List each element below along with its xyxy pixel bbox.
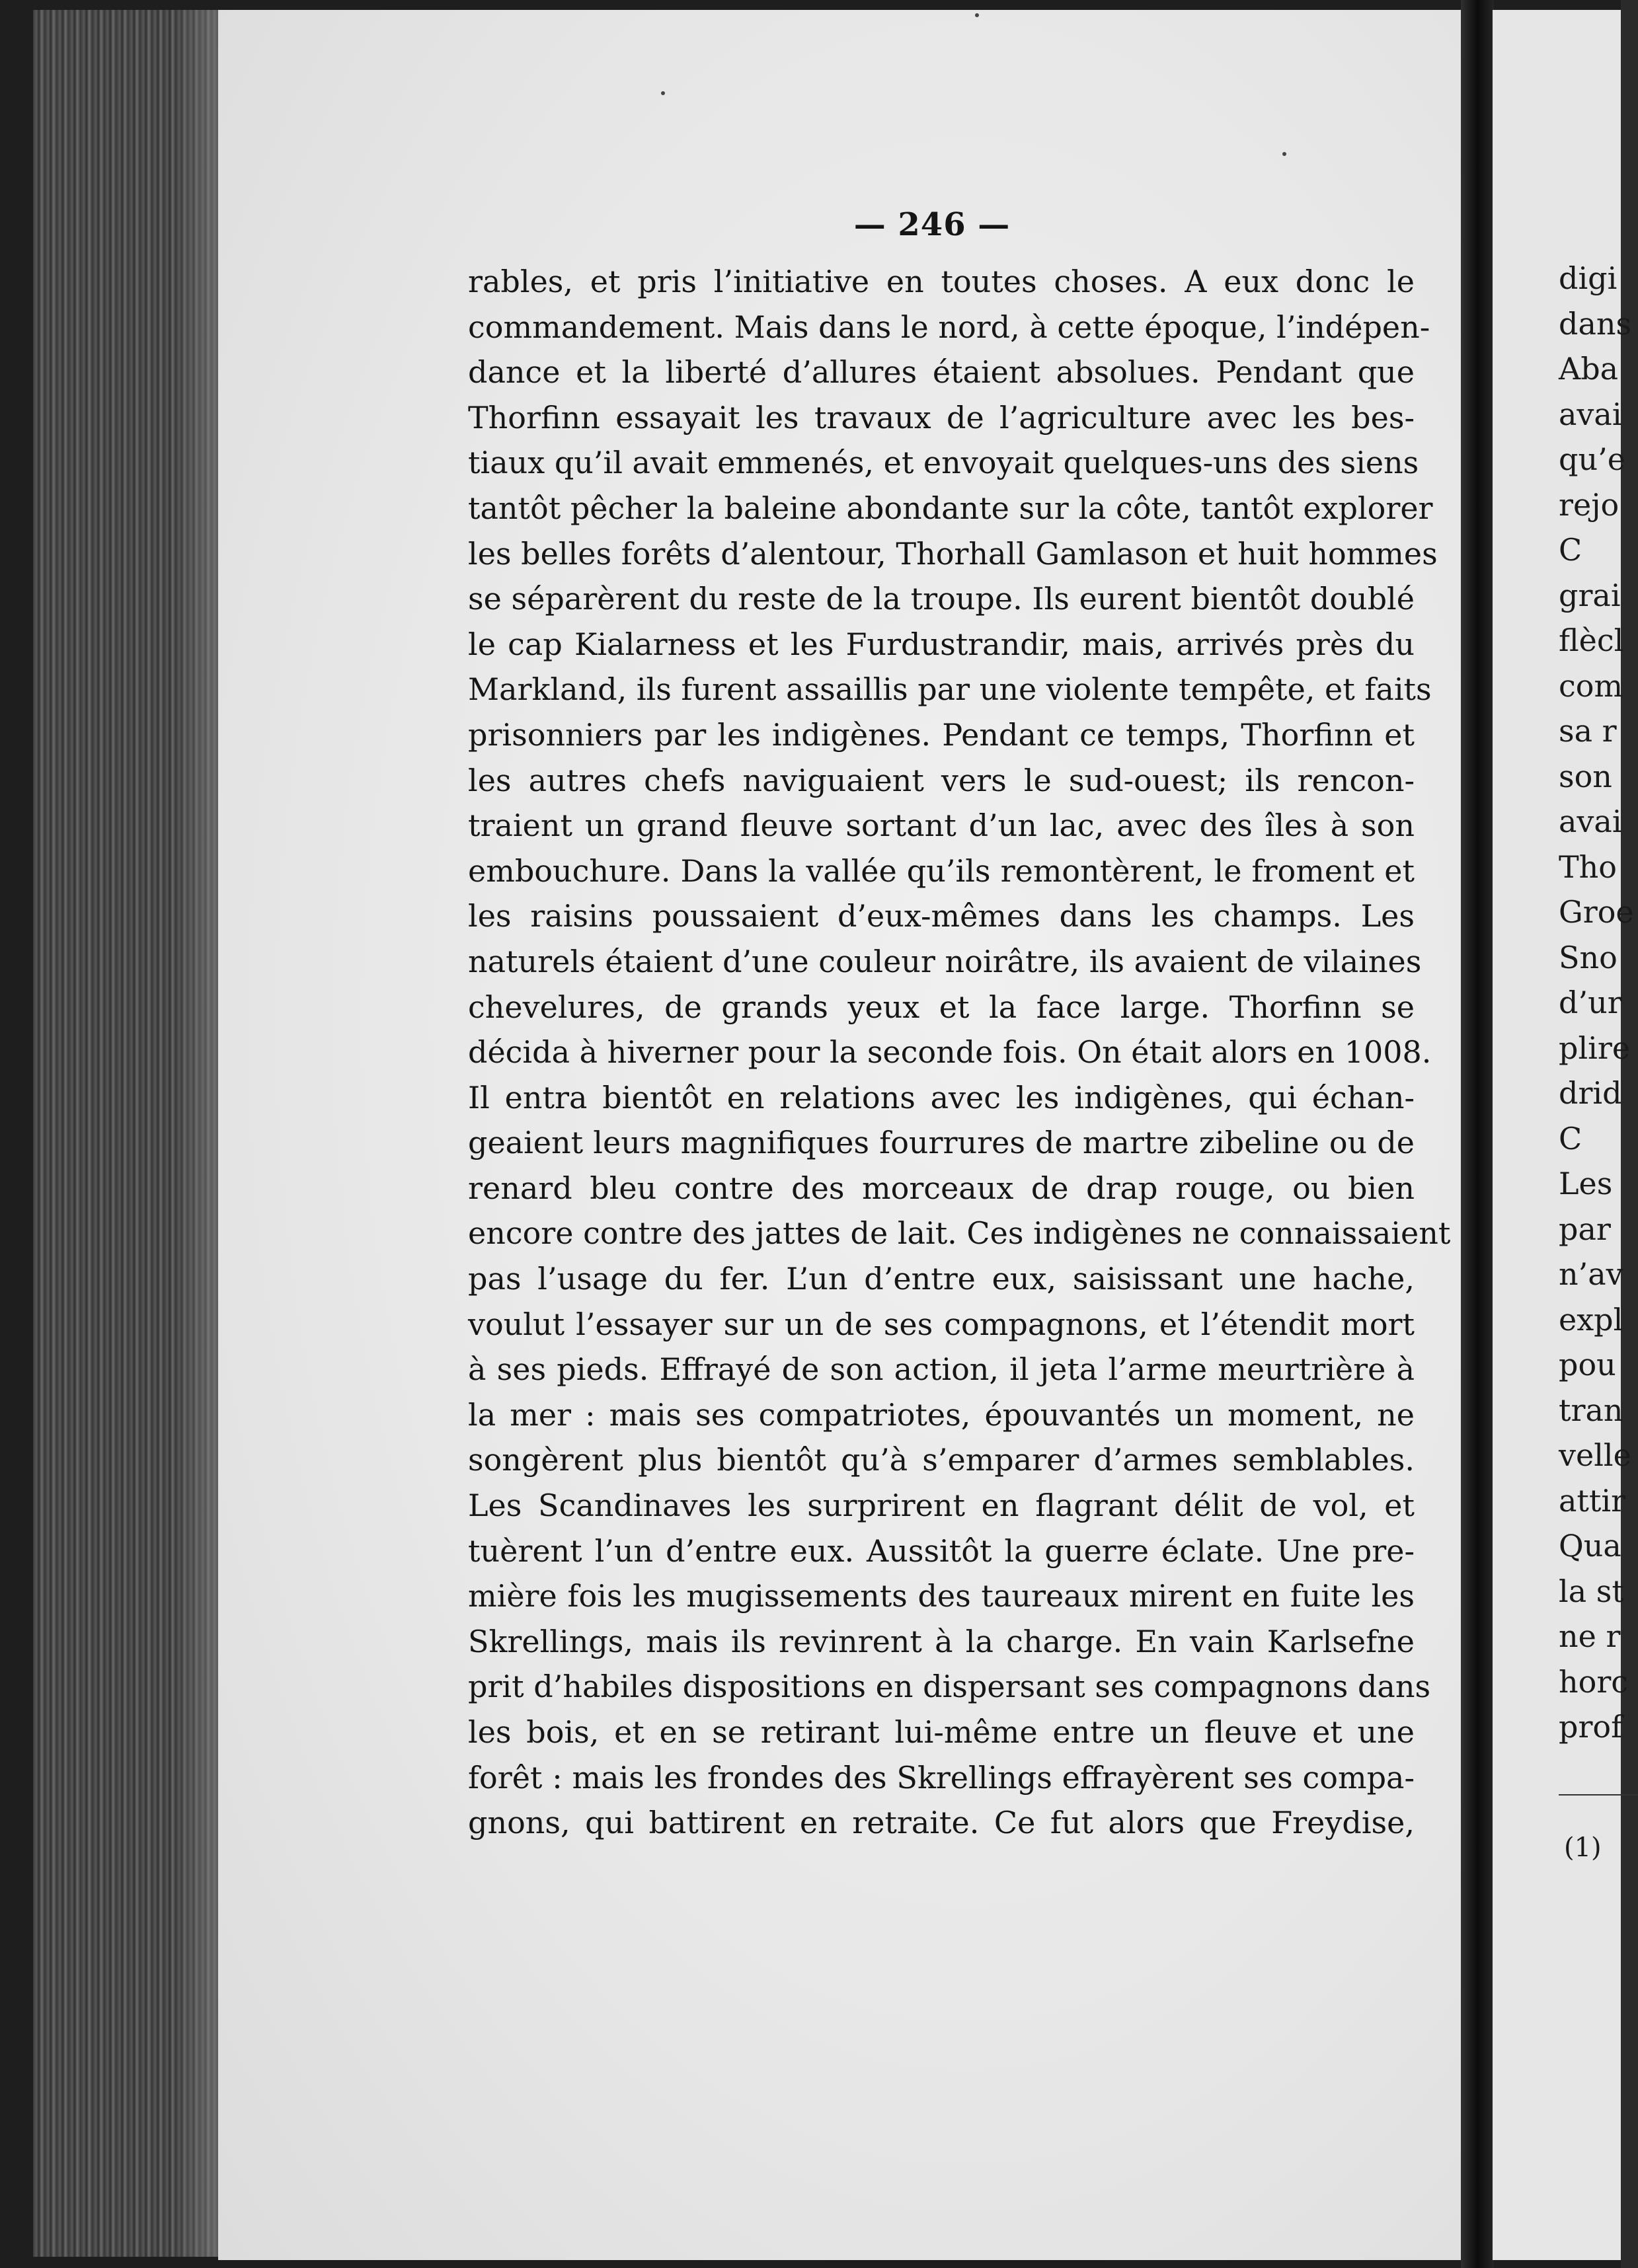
text-line: les belles forêts d’alentour, Thorhall Gamlason et huit hommes (468, 535, 1438, 572)
facing-text-line: avai (1559, 804, 1622, 839)
text-line: renard bleu contre des morceaux de drap rouge, ou bien (468, 1170, 1415, 1206)
text-line: embouchure. Dans la vallée qu’ils remontèrent, le froment et (468, 852, 1415, 889)
facing-text-line: expl (1559, 1301, 1623, 1338)
facing-text-line: rejo (1559, 486, 1619, 523)
facing-text-line: velle (1559, 1437, 1631, 1473)
facing-text-line: par (1559, 1211, 1611, 1247)
facing-text-line: Les (1559, 1166, 1613, 1201)
facing-text-line: horc (1559, 1663, 1629, 1700)
facing-text-line: son (1559, 758, 1612, 794)
facing-page (1493, 10, 1634, 2260)
facing-text-line: dans (1559, 305, 1632, 342)
facing-text-line: tran (1559, 1392, 1623, 1428)
text-line: geaient leurs magnifiques fourrures de martre zibeline ou de (468, 1125, 1415, 1161)
text-line: les bois, et en se retirant lui-même entre un fleuve et une (468, 1714, 1415, 1750)
facing-text-line: prof (1559, 1709, 1623, 1745)
page-number: — 246 — (853, 206, 1011, 243)
text-line: naturels étaient d’une couleur noirâtre, ils avaient de vilaines (468, 943, 1422, 979)
facing-text-line: flècl (1559, 623, 1624, 658)
facing-text-line: Qua (1559, 1528, 1621, 1564)
text-line: Thorfinn essayait les travaux de l’agriculture avec les bes- (468, 399, 1415, 435)
text-line: à ses pieds. Effrayé de son action, il jeta l’arme meurtrière à (468, 1351, 1415, 1388)
footnote-rule (1559, 1794, 1638, 1796)
text-line: Markland, ils furent assaillis par une violente tempête, et faits (468, 671, 1432, 708)
facing-text-line: C (1559, 1120, 1582, 1156)
facing-text-line: qu’e (1559, 441, 1625, 477)
text-line: commandement. Mais dans le nord, à cette époque, l’indépen- (468, 309, 1430, 345)
text-line: prit d’habiles dispositions en dispersant ses compagnons dans (468, 1669, 1431, 1705)
text-line: les raisins poussaient d’eux-mêmes dans les champs. Les (468, 898, 1415, 934)
text-line: pas l’usage du fer. L’un d’entre eux, saisissant une hache, (468, 1261, 1415, 1297)
facing-text-line: d’ur (1559, 985, 1622, 1020)
facing-text-line: digi (1559, 260, 1618, 296)
text-line: le cap Kialarness et les Furdustrandir, mais, arrivés près du (468, 626, 1415, 662)
facing-page-text (1559, 256, 1634, 1750)
text-line: Il entra bientôt en relations avec les indigènes, qui échan- (468, 1079, 1415, 1115)
body-text (468, 259, 1451, 1846)
text-line: décida à hiverner pour la seconde fois. On était alors en 1008. (468, 1034, 1432, 1071)
facing-text-line: Tho (1559, 849, 1618, 885)
facing-text-line: Aba (1559, 351, 1619, 387)
speck (661, 91, 665, 95)
speck (1282, 152, 1286, 156)
facing-text-line: pou (1559, 1347, 1616, 1382)
text-line: gnons, qui battirent en retraite. Ce fut alors que Freydise, (468, 1805, 1415, 1841)
facing-text-line: Groe (1559, 894, 1634, 930)
text-line: voulut l’essayer sur un de ses compagnons, et l’étendit mort (468, 1306, 1415, 1342)
text-line: Skrellings, mais ils revinrent à la charge. En vain Karlsefne (468, 1623, 1415, 1659)
text-line: chevelures, de grands yeux et la face large. Thorfinn se (468, 989, 1415, 1025)
text-line: la mer : mais ses compatriotes, épouvantés un moment, ne (468, 1396, 1415, 1433)
book-gutter (1461, 0, 1494, 2268)
text-line: forêt : mais les frondes des Skrellings effrayèrent ses compa- (468, 1759, 1415, 1796)
facing-text-line: attir (1559, 1482, 1626, 1519)
facing-text-line: grai (1559, 577, 1621, 613)
facing-text-line: n’av (1559, 1256, 1623, 1292)
facing-text-line: avai (1559, 396, 1622, 432)
facing-text-line: com (1559, 667, 1623, 704)
facing-footnote-marker: (1) (1564, 1833, 1602, 1863)
text-line: Les Scandinaves les surprirent en flagrant délit de vol, et (468, 1488, 1415, 1524)
text-line: traient un grand fleuve sortant d’un lac, avec des îles à son (468, 808, 1415, 844)
text-line: tantôt pêcher la baleine abondante sur la côte, tantôt explorer (468, 490, 1433, 526)
facing-text-line: C (1559, 532, 1582, 568)
facing-text-line: drid (1559, 1075, 1622, 1111)
speck (975, 13, 979, 17)
text-line: encore contre des jattes de lait. Ces indigènes ne connaissaient (468, 1215, 1451, 1252)
text-line: songèrent plus bientôt qu’à s’emparer d’armes semblables. (468, 1442, 1415, 1478)
facing-text-line: sa r (1559, 713, 1617, 749)
facing-text-line: ne r (1559, 1618, 1621, 1654)
text-line: mière fois les mugissements des taureaux mirent en fuite les (468, 1578, 1415, 1614)
facing-text-line: la st (1559, 1573, 1624, 1609)
text-line: dance et la liberté d’allures étaient absolues. Pendant que (468, 354, 1415, 391)
text-line: rables, et pris l’initiative en toutes choses. A eux donc le (468, 264, 1415, 299)
facing-text-line: plire (1559, 1030, 1631, 1066)
facing-text-line: Sno (1559, 939, 1618, 975)
text-line: les autres chefs naviguaient vers le sud-ouest; ils rencon- (468, 762, 1415, 798)
text-line: tiaux qu’il avait emmenés, et envoyait quelques-uns des siens (468, 445, 1419, 481)
text-line: prisonniers par les indigènes. Pendant ce temps, Thorfinn et (468, 716, 1415, 753)
text-line: se séparèrent du reste de la troupe. Ils eurent bientôt doublé (468, 581, 1415, 617)
text-line: tuèrent l’un d’entre eux. Aussitôt la guerre éclate. Une pre- (468, 1532, 1415, 1569)
